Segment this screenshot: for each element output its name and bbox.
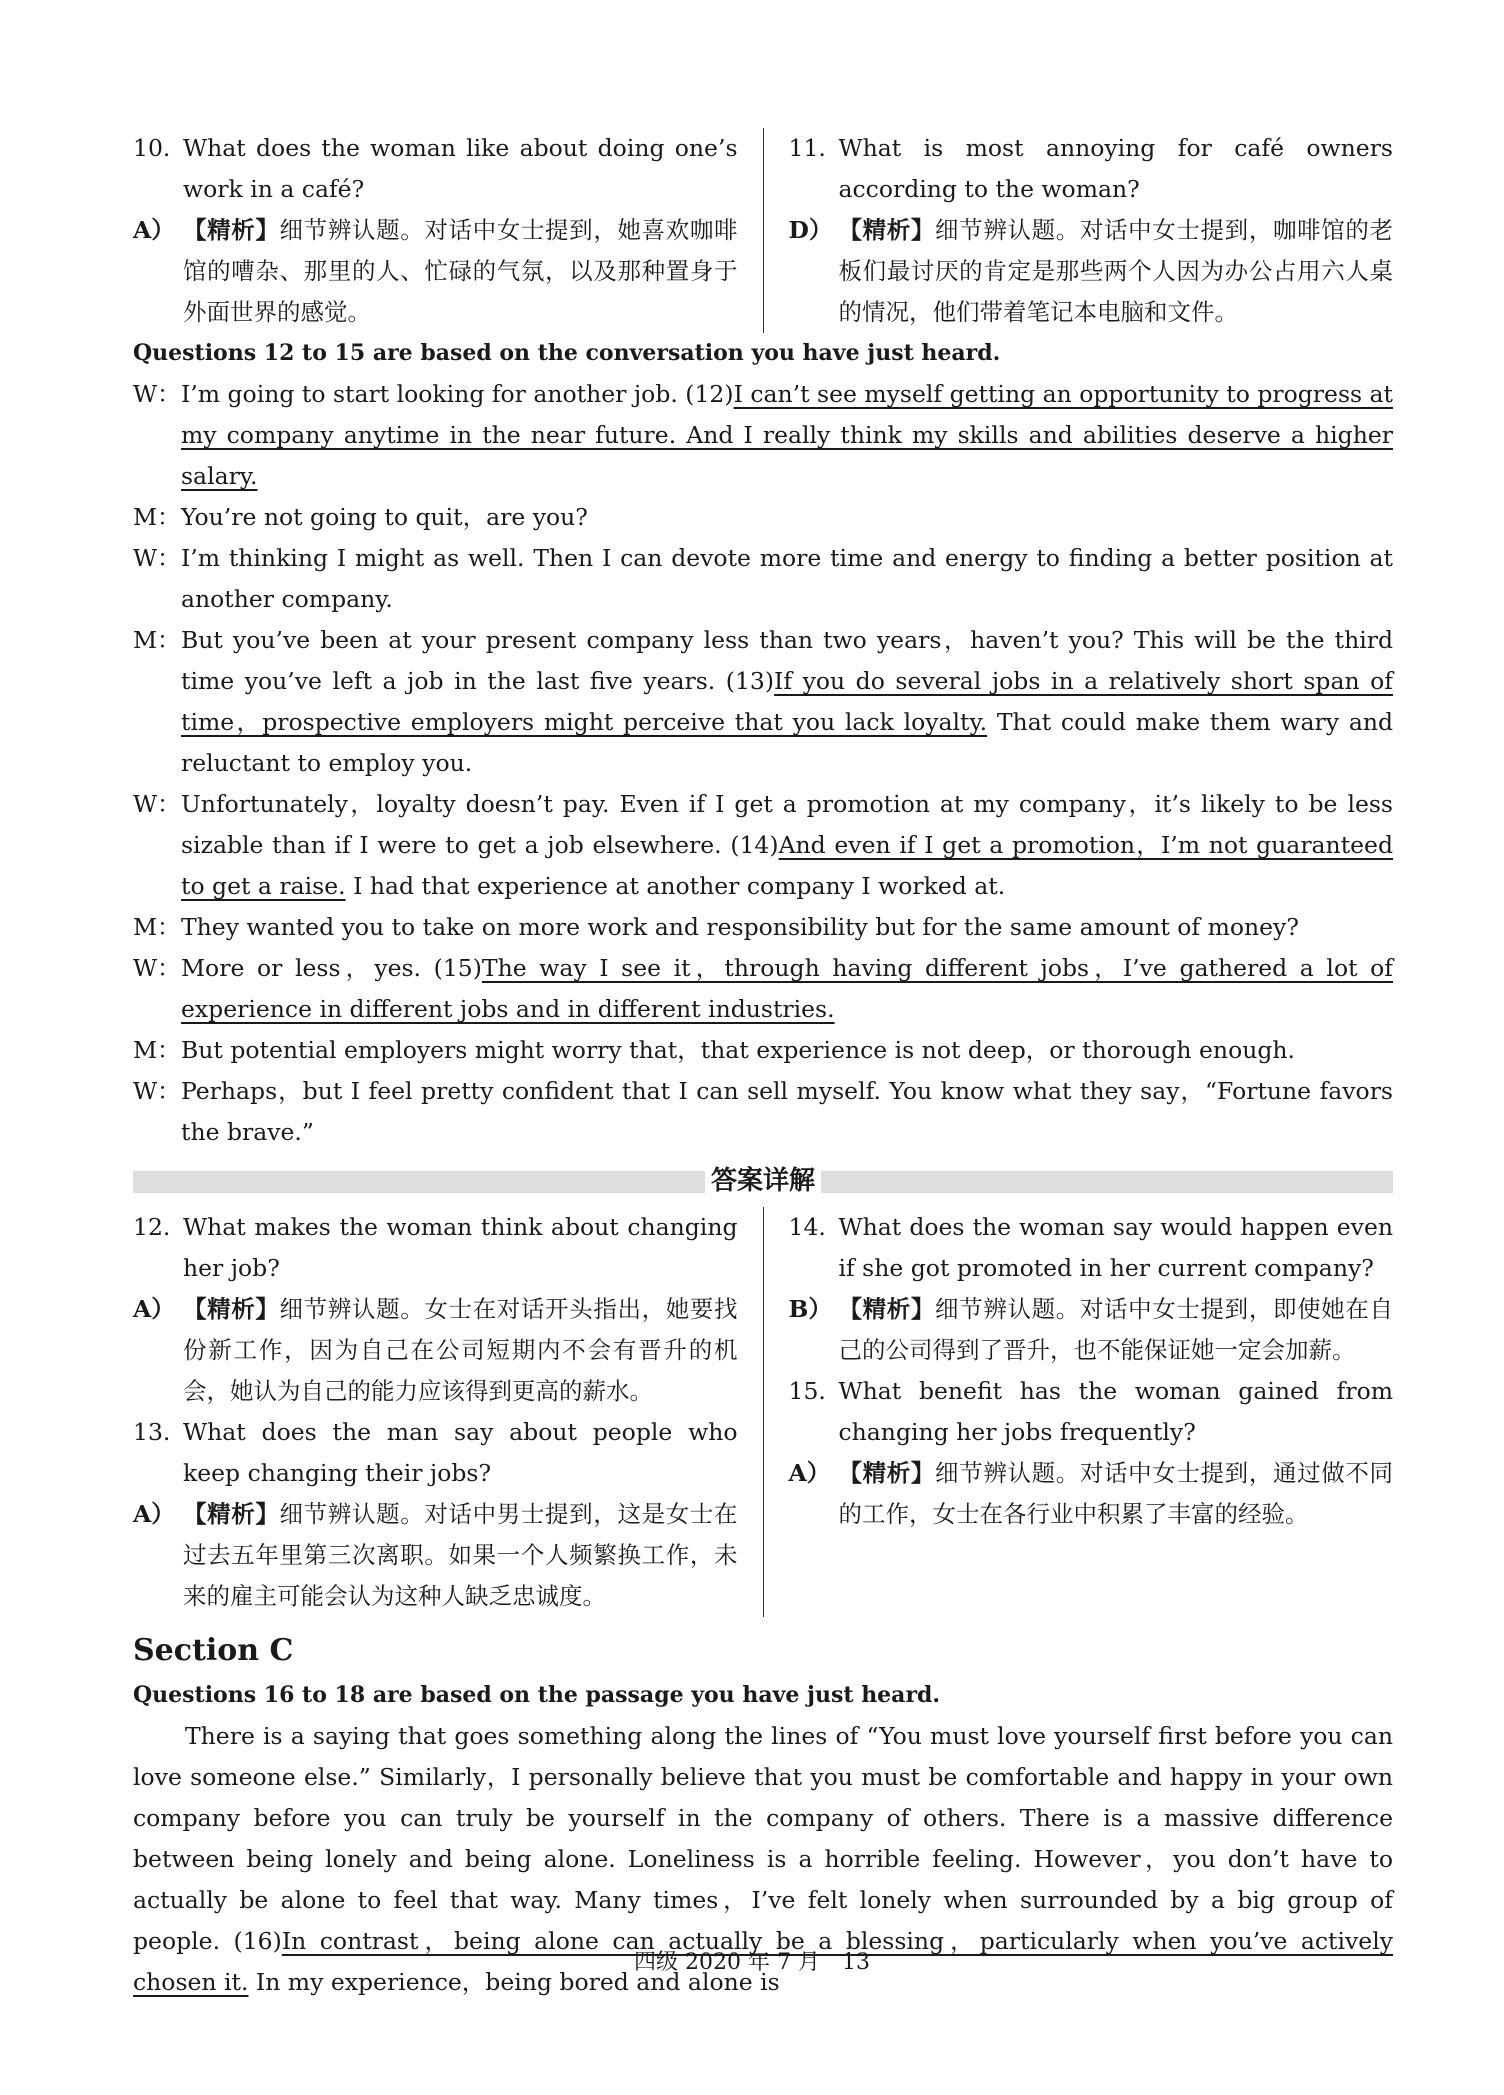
analysis-text: 细节辨认题。对话中女士提到，她喜欢咖啡馆的嘈杂、那里的人、忙碌的气氛，以及那种置身于外面世界的感觉。 [183, 216, 738, 326]
dialogue-line [133, 374, 1393, 497]
underlined-key-sentence: And even if I get a promotion，I’m not guaranteed to get a raise. [181, 831, 1393, 900]
analysis-tag: 【精析】 [183, 1500, 280, 1528]
analysis-text: 细节辨认题。女士在对话开头指出，她要找份新工作，因为自己在公司短期内不会有晋升的机会，她认为自己的能力应该得到更高的薪水。 [183, 1295, 738, 1405]
analysis-tag: 【精析】 [183, 216, 280, 244]
question-12 [133, 1207, 738, 1289]
right-column [763, 1207, 1394, 1617]
speaker-label: M： [133, 626, 181, 654]
question-number: 12. [133, 1213, 171, 1241]
dialogue-text [181, 907, 1393, 948]
question-text: What does the man say about people who keep changing their jobs? [183, 1418, 738, 1487]
question-text: What does the woman like about doing one’s work in a café? [183, 134, 738, 203]
analysis-tag: 【精析】 [838, 1459, 936, 1487]
speaker-label: W： [133, 380, 181, 408]
dialogue-line [133, 948, 1393, 1030]
speaker-label: M： [133, 913, 181, 941]
page-content [133, 128, 1393, 2003]
speaker-label: M： [133, 503, 181, 531]
answer-letter: B） [788, 1295, 832, 1323]
answer-letter: A） [133, 1295, 175, 1323]
question-text: What benefit has the woman gained from changing her jobs frequently? [838, 1377, 1393, 1446]
dialogue-text [181, 1071, 1393, 1153]
dialogue-text-plain: Perhaps，but I feel pretty confident that I can sell myself. You know what they say，“Fortune favors the brave.” [181, 1077, 1393, 1146]
answer-letter: A） [133, 216, 175, 244]
underlined-key-sentence: The way I see it，through having different jobs，I’ve gathered a lot of experience in different jobs and in different industries. [181, 954, 1394, 1023]
question-number: 11. [788, 134, 826, 162]
analysis-tag: 【精析】 [838, 1295, 936, 1323]
answer-11 [789, 210, 1394, 333]
question-13 [133, 1412, 738, 1494]
dialogue-text [181, 784, 1393, 907]
answer-letter: A） [788, 1459, 831, 1487]
conversation-transcript [133, 374, 1393, 1153]
conversation-heading: Questions 12 to 15 are based on the conversation you have just heard. [133, 340, 1001, 366]
right-column [763, 128, 1394, 333]
dialogue-line [133, 538, 1393, 620]
question-text: What does the woman say would happen even if she got promoted in her current company? [838, 1213, 1393, 1282]
answer-10 [133, 210, 738, 333]
analysis-tag: 【精析】 [838, 216, 936, 244]
analysis-text: 细节辨认题。对话中男士提到，这是女士在过去五年里第三次离职。如果一个人频繁换工作，未来的雇主可能会认为这种人缺乏忠诚度。 [183, 1500, 738, 1610]
dialogue-line [133, 784, 1393, 907]
dialogue-text [181, 374, 1393, 497]
banner-label: 答案详解 [705, 1159, 821, 1203]
analysis-text: 细节辨认题。对话中女士提到，通过做不同的工作，女士在各行业中积累了丰富的经验。 [838, 1459, 1394, 1528]
speaker-label: W： [133, 954, 181, 982]
answers-block [133, 1207, 1393, 1617]
dialogue-text [181, 1030, 1393, 1071]
underlined-key-sentence: If you do several jobs in a relatively short span of time，prospective employers might perceive that you lack loyalty. [181, 667, 1393, 736]
passage-text: There is a saying that goes something along the lines of “You must love yourself first before you can love someone else.” Similarly，I personally believe that you must be comfortable and happy in your own company before you can truly be yourself in the company of others. There is a massive difference between being lonely and being alone. Loneliness is a horrible feeling. However，you don’t have to actually be alone to feel that way. Many times，I’ve felt lonely when surrounded by a big group of people. (16) [133, 1722, 1393, 1955]
section-title: Section C [133, 1633, 294, 1668]
answer-letter: D） [788, 216, 833, 244]
question-15 [789, 1371, 1394, 1453]
question-11 [789, 128, 1394, 210]
speaker-label: M： [133, 1036, 181, 1064]
question-number: 15. [788, 1377, 826, 1405]
dialogue-text-plain: They wanted you to take on more work and responsibility but for the same amount of money? [181, 913, 1299, 941]
answer-letter: A） [133, 1500, 175, 1528]
analysis-tag: 【精析】 [183, 1295, 280, 1323]
question-number: 13. [133, 1418, 171, 1446]
underlined-key-sentence: In contrast，being alone can actually be a blessing，particularly when you’ve actively chosen it. [133, 1927, 1393, 1996]
dialogue-line [133, 497, 1393, 538]
question-10 [133, 128, 738, 210]
page-footer: 四级 2020 年 7 月 13 [634, 1950, 870, 1975]
question-text: What is most annoying for café owners according to the woman? [838, 134, 1393, 203]
speaker-label: W： [133, 544, 181, 572]
analysis-text: 细节辨认题。对话中女士提到，即使她在自己的公司得到了晋升，也不能保证她一定会加薪。 [838, 1295, 1394, 1364]
dialogue-text-plain: Unfortunately，loyalty doesn’t pay. Even if I get a promotion at my company，it’s likely to be less sizable than if I were to get a job elsewhere. (14) [181, 790, 1393, 859]
passage-heading: Questions 16 to 18 are based on the passage you have just heard. [133, 1682, 941, 1708]
dialogue-line [133, 1030, 1393, 1071]
dialogue-line [133, 620, 1393, 784]
top-answers-block [133, 128, 1393, 333]
question-14 [789, 1207, 1394, 1289]
answers-banner [133, 1159, 1393, 1203]
question-number: 14. [788, 1213, 826, 1241]
question-text: What makes the woman think about changing her job? [183, 1213, 738, 1282]
underlined-key-sentence: I can’t see myself getting an opportunity to progress at my company anytime in the near future. And I really think my skills and abilities deserve a higher salary. [181, 380, 1393, 490]
answer-15 [789, 1453, 1394, 1535]
dialogue-line [133, 1071, 1393, 1153]
dialogue-text-plain: I’m going to start looking for another job. (12) [181, 380, 734, 408]
dialogue-text [181, 538, 1393, 620]
passage-text-continued: In my experience，being bored and alone is [248, 1968, 780, 1996]
left-column [133, 1207, 763, 1617]
answer-14 [789, 1289, 1394, 1371]
dialogue-text-plain: I had that experience at another company I worked at. [345, 872, 1006, 900]
left-column [133, 128, 763, 333]
answer-13 [133, 1494, 738, 1617]
answer-12 [133, 1289, 738, 1412]
dialogue-text-plain: More or less，yes. (15) [181, 954, 482, 982]
speaker-label: W： [133, 1077, 181, 1105]
dialogue-text [181, 497, 1393, 538]
question-number: 10. [133, 134, 171, 162]
dialogue-line [133, 907, 1393, 948]
dialogue-text [181, 948, 1393, 1030]
speaker-label: W： [133, 790, 181, 818]
dialogue-text-plain: But you’ve been at your present company less than two years，haven’t you? This will be the third time you’ve left a job in the last five years. (13) [181, 626, 1393, 695]
dialogue-text-plain: That could make them wary and reluctant to employ you. [181, 708, 1394, 777]
dialogue-text-plain: I’m thinking I might as well. Then I can devote more time and energy to finding a better position at another company. [181, 544, 1393, 613]
dialogue-text-plain: But potential employers might worry that，that experience is not deep，or thorough enough. [181, 1036, 1296, 1064]
analysis-text: 细节辨认题。对话中女士提到，咖啡馆的老板们最讨厌的肯定是那些两个人因为办公占用六人桌的情况，他们带着笔记本电脑和文件。 [838, 216, 1394, 326]
dialogue-text [181, 620, 1393, 784]
dialogue-text-plain: You’re not going to quit，are you? [181, 503, 588, 531]
